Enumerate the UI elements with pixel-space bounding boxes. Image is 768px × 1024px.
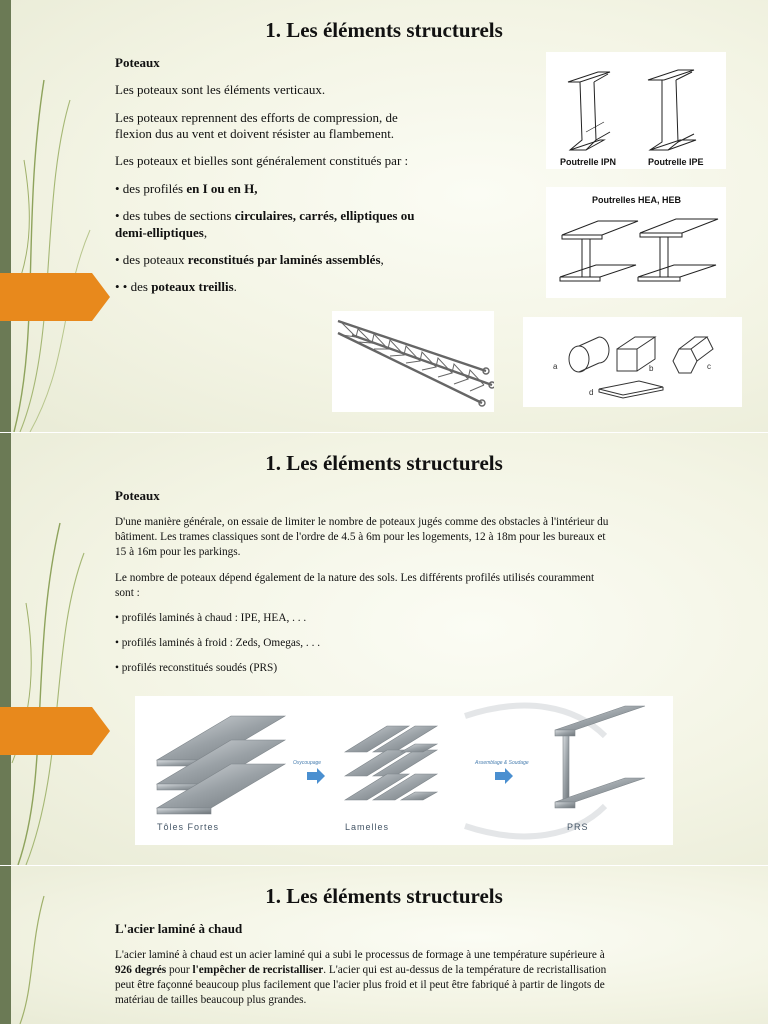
figure-hea-heb (546, 187, 726, 298)
label-prs: PRS (567, 822, 589, 832)
paragraph: D'une manière générale, on essaie de limiter le nombre de poteaux jugés comme des obstacles à l'intérieur du bâtiment. Les trames classiques sont de l'ordre de 4.5 à 6m pour les logements, 12 à 18m pour les bureaux et 15 à 16m pour les parkings. (115, 516, 609, 558)
slide-title: 1. Les éléments structurels (265, 18, 503, 42)
tube-label-c: c (707, 362, 711, 371)
orange-tab (0, 273, 110, 321)
section-subtitle: L'acier laminé à chaud (115, 921, 243, 936)
paragraph: Les poteaux et bielles sont généralement constitués par : (115, 153, 409, 168)
caption-ipn: Poutrelle IPN (560, 157, 617, 167)
orange-tab (0, 707, 110, 755)
figure-truss (332, 311, 494, 412)
bullet-item: • des tubes de sections circulaires, carrés, elliptiques ou demi-elliptiques, (115, 208, 415, 240)
leaf-decoration (0, 0, 110, 432)
bullet-item: • profilés laminés à chaud : IPE, HEA, . . . (115, 612, 307, 624)
bullet-item: • profilés laminés à froid : Zeds, Omegas, . . . (115, 637, 321, 649)
slide-2 (0, 433, 768, 865)
tube-label-b: b (649, 364, 654, 373)
caption-hea-heb: Poutrelles HEA, HEB (592, 195, 682, 205)
paragraph: Les poteaux sont les éléments verticaux. (115, 82, 326, 97)
bullet-item: • des poteaux reconstitués par laminés assemblés, (115, 252, 384, 267)
section-subtitle: Poteaux (115, 488, 160, 503)
paragraph: L'acier laminé à chaud est un acier laminé qui a subi le processus de formage à une température supérieure à 926 degrés pour l'empêcher de recristalliser. L'acier qui est au-dessus de la température de recristallisation peut être façonné beaucoup plus facilement que l'acier plus froid et il peut être fabriqué à partir de lingots de matériau de tailles beaucoup plus grandes. (115, 949, 607, 1006)
paragraph: Les poteaux reprennent des efforts de compression, de flexion dus au vent et doivent résister au flambement. (115, 110, 398, 141)
section-subtitle: Poteaux (115, 55, 160, 70)
slide-title: 1. Les éléments structurels (265, 451, 503, 475)
tube-label-d: d (589, 388, 594, 397)
label-toles-fortes: Tôles Fortes (157, 822, 220, 832)
slide-title: 1. Les éléments structurels (265, 884, 503, 908)
label-lamelles: Lamelles (345, 822, 390, 832)
paragraph: Le nombre de poteaux dépend également de la nature des sols. Les différents profilés utilisés couramment sont : (115, 572, 595, 599)
tube-label-a: a (553, 362, 558, 371)
arrow-label-oxycoupage: Oxycoupage (293, 760, 322, 766)
slide-1 (0, 0, 768, 432)
bullet-item: • des profilés en I ou en H, (115, 181, 258, 196)
figure-prs-process (135, 696, 673, 845)
caption-ipe: Poutrelle IPE (648, 157, 704, 167)
leaf-decoration (0, 433, 110, 865)
bullet-item: • • des poteaux treillis. (115, 279, 237, 294)
figure-ipn-ipe (546, 52, 726, 169)
arrow-label-assemblage: Assemblage & Soudage (475, 760, 529, 766)
bullet-item: • profilés reconstitués soudés (PRS) (115, 662, 278, 674)
slide-3 (0, 866, 768, 1024)
figure-tubes (523, 317, 742, 407)
